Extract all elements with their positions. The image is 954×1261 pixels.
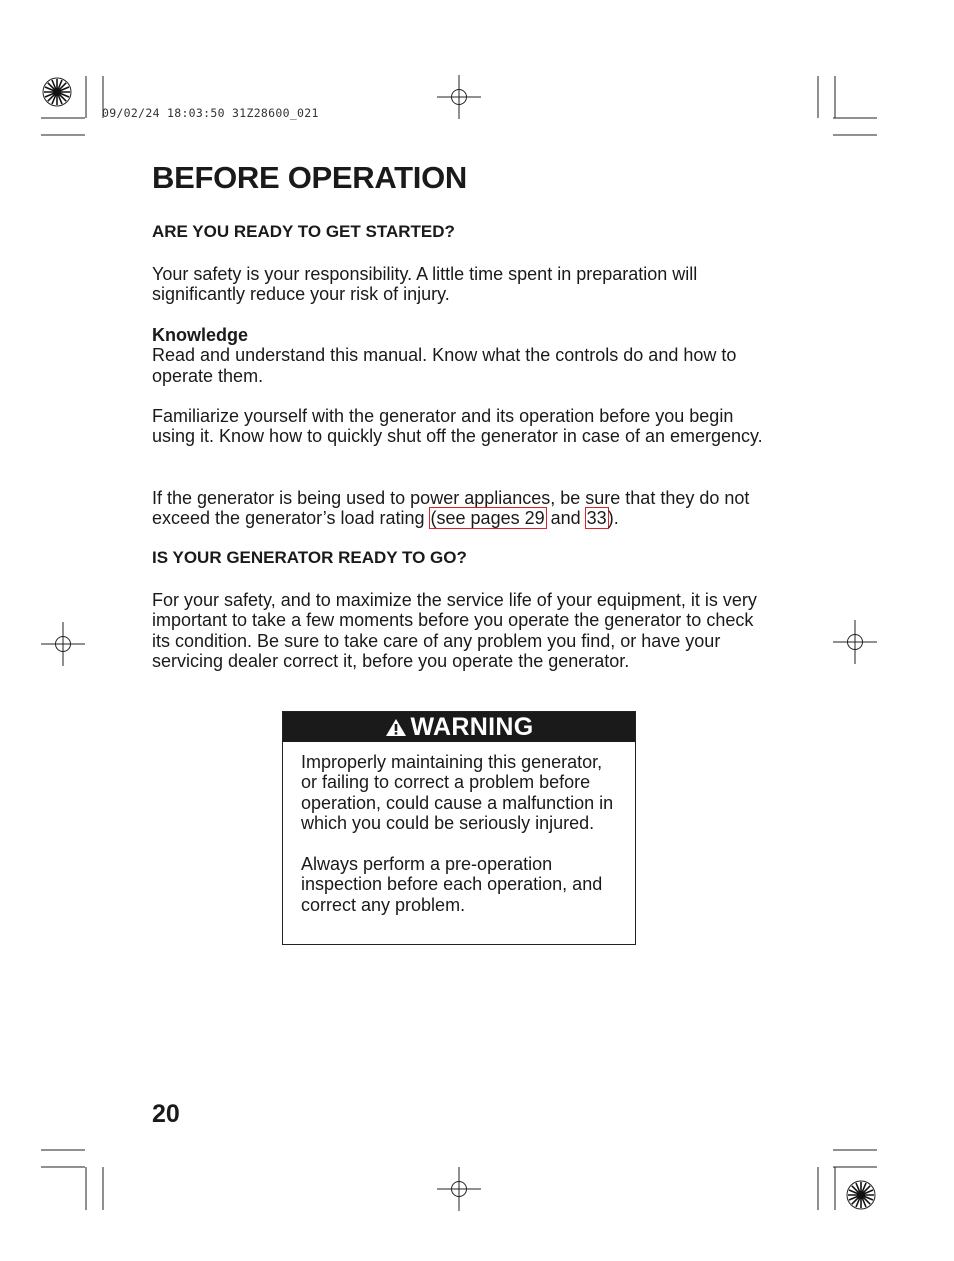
warning-header [283, 712, 635, 742]
page-number: 20 [152, 1100, 180, 1128]
appliances-text-end: ). [607, 508, 619, 529]
page-29-link[interactable]: (see pages 29 [430, 508, 545, 529]
page-33-link[interactable]: 33 [586, 508, 607, 529]
warning-triangle-icon [385, 718, 407, 737]
warning-paragraph-1: Improperly maintaining this generator, or failing to correct a problem before operation, could cause a malfunction in which you could be seriously injured. [301, 752, 614, 834]
starburst-target-top-left [43, 78, 71, 106]
intro-paragraph: Your safety is your responsibility. A little time spent in preparation will significantly reduce your risk of injury. [152, 264, 698, 305]
print-timestamp: 09/02/24 18:03:50 31Z28600_021 [102, 106, 319, 120]
warning-label: WARNING [410, 712, 534, 741]
warning-paragraph-2: Always perform a pre-operation inspection before each operation, and correct any problem. [301, 854, 603, 915]
familiarize-paragraph: Familiarize yourself with the generator and its operation before you begin using it. Know how to quickly shut off the generator in case of an emergency. [152, 406, 763, 447]
knowledge-block [152, 325, 772, 386]
appliances-paragraph [152, 488, 772, 529]
page-title: BEFORE OPERATION [152, 160, 467, 195]
appliances-text: If the generator is being used to power appliances, be sure that they do not exceed the generator’s load rating [152, 488, 750, 529]
warning-box [282, 711, 636, 945]
section-heading-ready: ARE YOU READY TO GET STARTED? [152, 222, 455, 241]
section-heading-generator-ready: IS YOUR GENERATOR READY TO GO? [152, 548, 467, 567]
knowledge-heading: Knowledge [152, 325, 249, 345]
appliances-text-and: and [545, 508, 586, 529]
starburst-target-bottom-right [847, 1181, 875, 1209]
knowledge-text: Read and understand this manual. Know what the controls do and how to operate them. [152, 345, 737, 386]
warning-body [301, 752, 621, 915]
generator-ready-paragraph: For your safety, and to maximize the service life of your equipment, it is very important to take a few moments before you operate the generator to check its condition. Be sure to take care of any problem you find, or have your servicing dealer correct it, before you operate the generator. [152, 590, 757, 672]
